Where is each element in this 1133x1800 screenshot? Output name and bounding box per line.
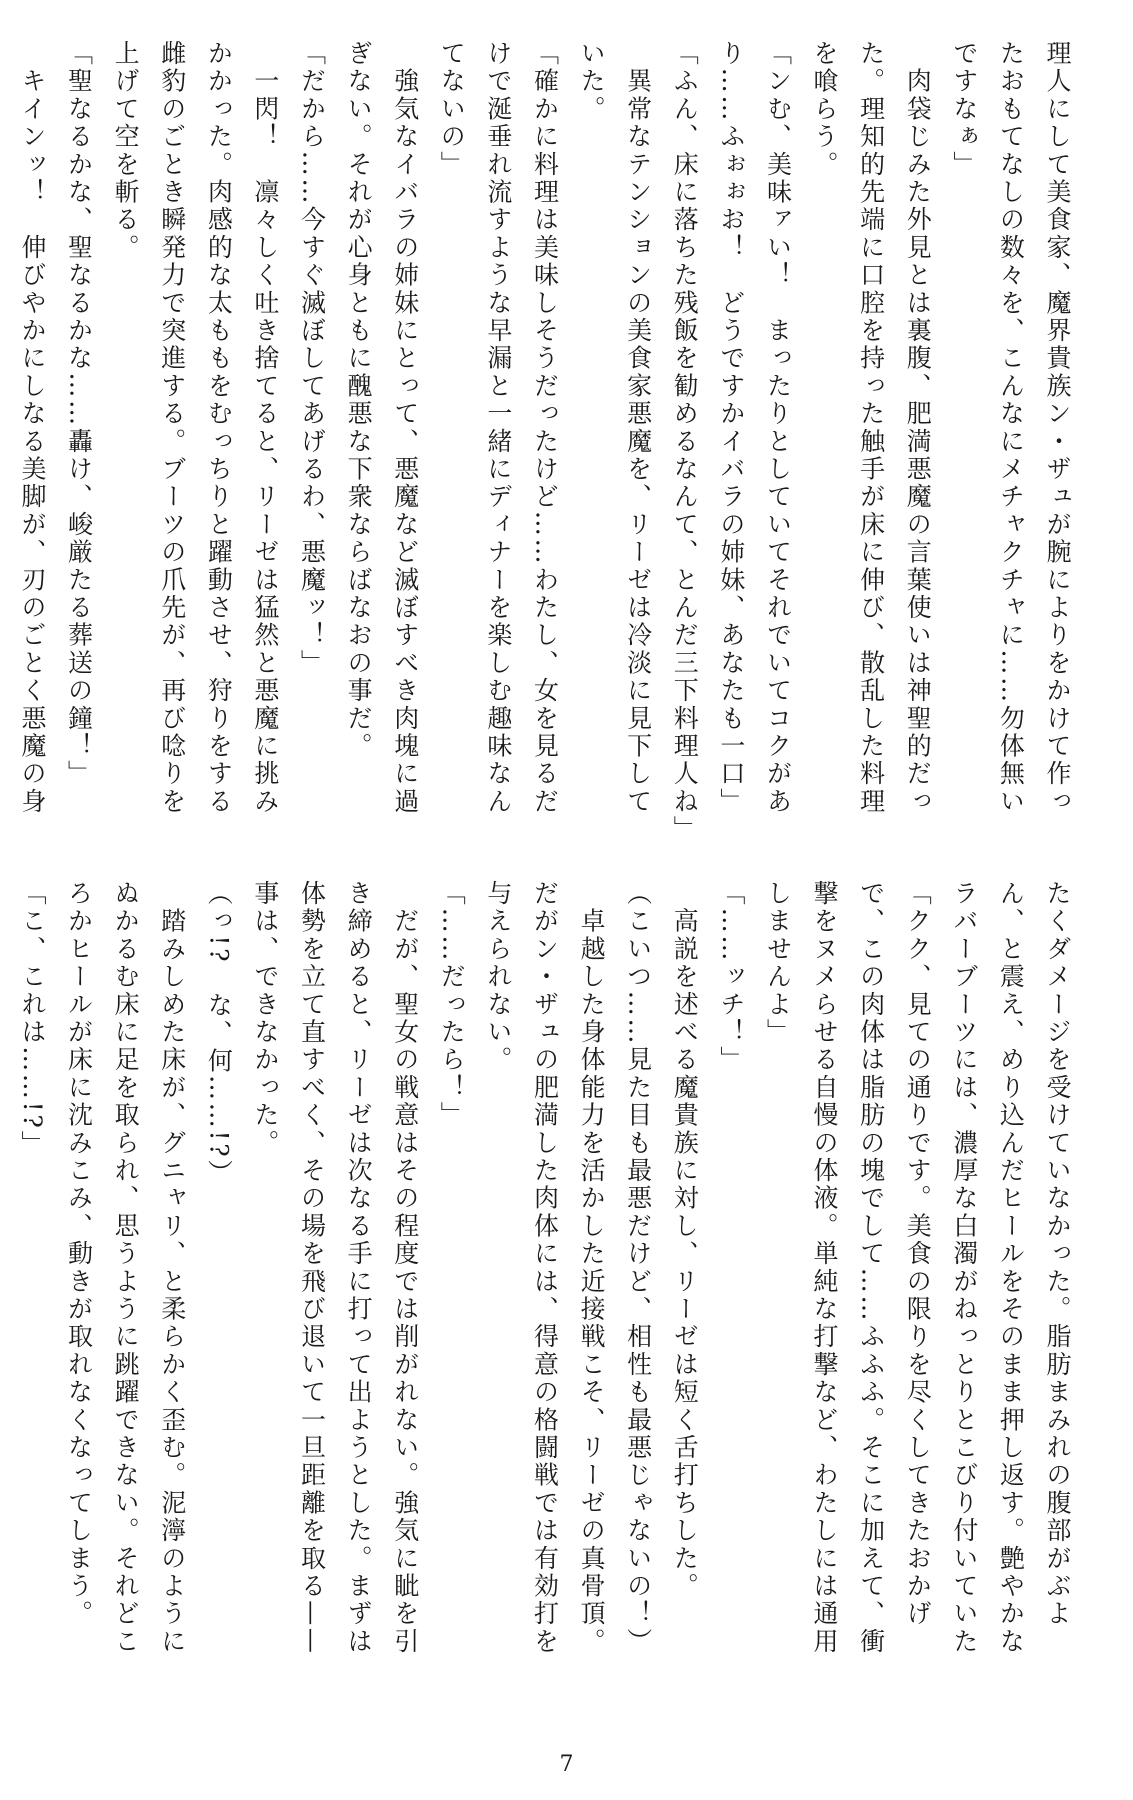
paragraph: 「聖なるかな、聖なるかな……轟け、峻厳たる葬送の鐘！」 (64, 40, 94, 788)
paragraph: 卓越した身体能力を活かした近接戦こそ、リーゼの真骨頂。だがン・ザュの肥満した肉体には、得意の格闘戦では有効打を与えられない。 (483, 880, 607, 1656)
paragraph: 「……だったら！」 (437, 880, 467, 1130)
paragraph: 異常なテンションの美食家悪魔を、リーゼは冷淡に見下していた。 (577, 40, 653, 816)
paragraph: たくダメージを受けていなかった。脂肪まみれの腹部がぶよん、と震え、めり込んだヒールをそのまま押し返す。艶やかなラバーブーツには、濃厚な白濁がねっとりとこびり付いていた (949, 880, 1072, 1656)
paragraph: 強気なイバラの姉妹にとって、悪魔など滅ぼすべき肉塊に過ぎない。それが心身ともに醜悪な下衆ならばなおの事だ。 (344, 40, 420, 816)
page-number: 7 (559, 1752, 574, 1777)
paragraph: 「ふん、床に落ちた残飯を勧めるなんて、とんだ三下料理人ね」 (670, 40, 700, 844)
paragraph: 理人にして美食家、魔界貴族ン・ザュが腕によりをかけて作ったおもてなしの数々を、こんなにメチャクチャに……勿体無いですなぁ」 (949, 40, 1072, 816)
paragraph: だが、聖女の戦意はその程度では削がれない。強気に眦を引き締めると、リーゼは次なる手に打って出ようとした。まずは体勢を立て直すべく、その場を飛び退いて一旦距離を取る——事は、できなかった。 (250, 880, 420, 1656)
paragraph: キインッ！ 伸びやかにしなる美脚が、刃のごとく悪魔の身 (17, 67, 47, 816)
paragraph: 「……ッチ！」 (716, 880, 746, 1074)
paragraph: 一閃！ 凛々しく吐き捨てると、リーゼは猛然と悪魔に挑みかかった。肉感的な太ももをむっちりと躍動させ、狩りをする雌豹のごとき瞬発力で突進する。ブーツの爪先が、再び唸りを上げて空を斬る。 (111, 40, 280, 816)
paragraph: 「確かに料理は美味しそうだったけど……わたし、女を見るだけで涎垂れ流すような早漏と一緒にディナーを楽しむ趣味なんてないの」 (437, 40, 560, 816)
paragraph: 高説を述べる魔貴族に対し、リーゼは短く舌打ちした。 (670, 880, 700, 1601)
upper-text-block (17, 40, 1080, 844)
paragraph: 「ンむ、美味ァい！ まったりとしていてそれでいてコクがあり……ふぉぉお！ どうですかイバラの姉妹、あなたも一口」 (716, 40, 793, 816)
paragraph: 「クク、見ての通りです。美食の限りを尽くしてきたおかげで、この肉体は脂肪の塊でして……ふふふ。そこに加えて、衝撃をヌメらせる自慢の体液。単純な打撃など、わたしには通用しませんよ」 (763, 880, 933, 1656)
paragraph: （こいつ……見た目も最悪だけど、相性も最悪じゃないの！） (623, 880, 653, 1656)
paragraph: 「こ、これは……!?」 (17, 880, 47, 1159)
paragraph: 踏みしめた床が、グニャリ、と柔らかく歪む。泥濘のようにぬかるむ床に足を取られ、思うように跳躍できない。それどころかヒールが床に沈みこみ、動きが取れなくなってしまう。 (64, 880, 187, 1656)
paragraph (0, 880, 8, 1675)
lower-text-block (17, 880, 1080, 1675)
paragraph: 肉袋じみた外見とは裏腹、肥満悪魔の言葉使いは神聖的だった。理知的先端に口腔を持った触手が床に伸び、散乱した料理を喰らう。 (810, 40, 933, 816)
paragraph: 「だから……今すぐ滅ぼしてあげるわ、悪魔ッ！」 (297, 40, 327, 678)
paragraph: （っ!? な、何……!?） (204, 880, 234, 1187)
